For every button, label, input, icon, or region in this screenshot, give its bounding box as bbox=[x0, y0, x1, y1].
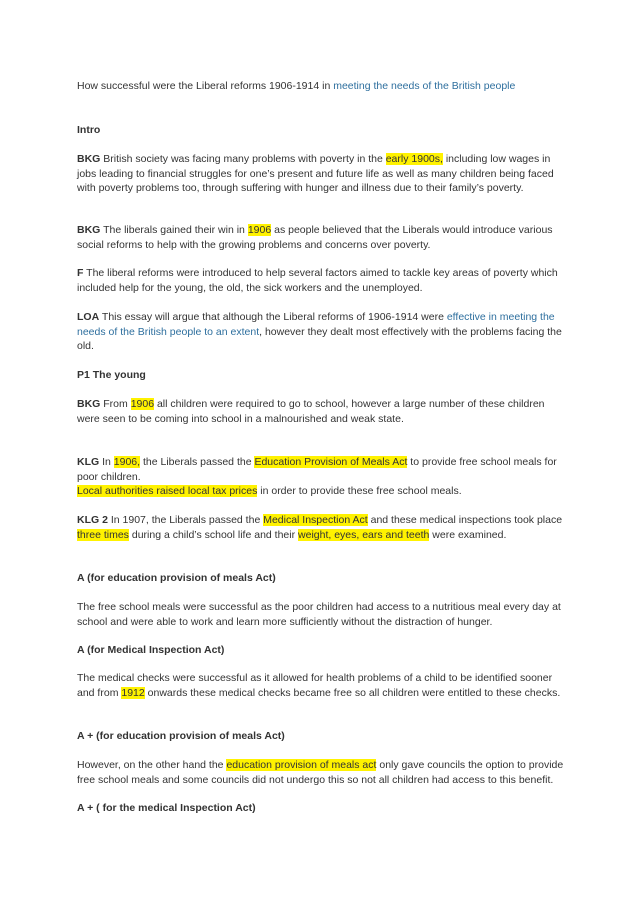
heading-intro: Intro bbox=[77, 124, 101, 136]
paragraph-bkg-3: BKG From 1906 all children were required to go to school, however a large number of these children were seen to be coming into school in a malnourished and weak state. bbox=[77, 398, 545, 425]
paragraph-a-medical: The medical checks were successful as it allowed for health problems of a child to be identified sooner and from 1912 onwards these medical checks became free so all children were entitled to these checks. bbox=[77, 672, 561, 699]
heading-a-plus-meals: A + (for education provision of meals Act) bbox=[77, 730, 285, 742]
heading-a-medical: A (for Medical Inspection Act) bbox=[77, 644, 225, 656]
heading-a-meals: A (for education provision of meals Act) bbox=[77, 572, 276, 584]
paragraph-f: F The liberal reforms were introduced to help several factors aimed to tackle key areas of poverty which included help for the young, the old, the sick workers and the unemployed. bbox=[77, 267, 558, 294]
paragraph-klg-2: KLG 2 In 1907, the Liberals passed the Medical Inspection Act and these medical inspections took place three times during a child’s school life and their weight, eyes, ears and teeth were examined. bbox=[77, 514, 563, 541]
paragraph-bkg-2: BKG The liberals gained their win in 1906 as people believed that the Liberals would introduce various social reforms to help with the growing problems and concerns over poverty. bbox=[77, 224, 553, 251]
heading-a-plus-medical: A + ( for the medical Inspection Act) bbox=[77, 802, 256, 814]
paragraph-loa: LOA This essay will argue that although the Liberal reforms of 1906-1914 were effective in meeting the needs of the British people to an extent, however they dealt most effectively with the problems facing the old. bbox=[77, 311, 562, 352]
paragraph-klg-1: KLG In 1906, the Liberals passed the Education Provision of Meals Act to provide free school meals for poor children. Local authorities raised local tax prices in order to provide these free school meals. bbox=[77, 456, 557, 497]
essay-question-highlight: meeting the needs of the British people bbox=[333, 80, 516, 92]
paragraph-a-plus-meals: However, on the other hand the education provision of meals act only gave councils the option to provide free school meals and some councils did not undergo this so not all children had access to this benefit. bbox=[77, 759, 564, 786]
paragraph-a-meals: The free school meals were successful as the poor children had access to a nutritious meal every day at school and were able to work and learn more sufficiently without the distraction of hunger. bbox=[77, 601, 561, 628]
essay-question: How successful were the Liberal reforms 1906-1914 in meeting the needs of the British people bbox=[77, 80, 516, 92]
paragraph-bkg-1: BKG British society was facing many problems with poverty in the early 1900s, including low wages in jobs leading to financial struggles for one’s present and future life as well as many children being faced with poverty problems too, through suffering with hunger and illness due to their family’s poverty. bbox=[77, 153, 554, 194]
heading-p1: P1 The young bbox=[77, 369, 146, 381]
